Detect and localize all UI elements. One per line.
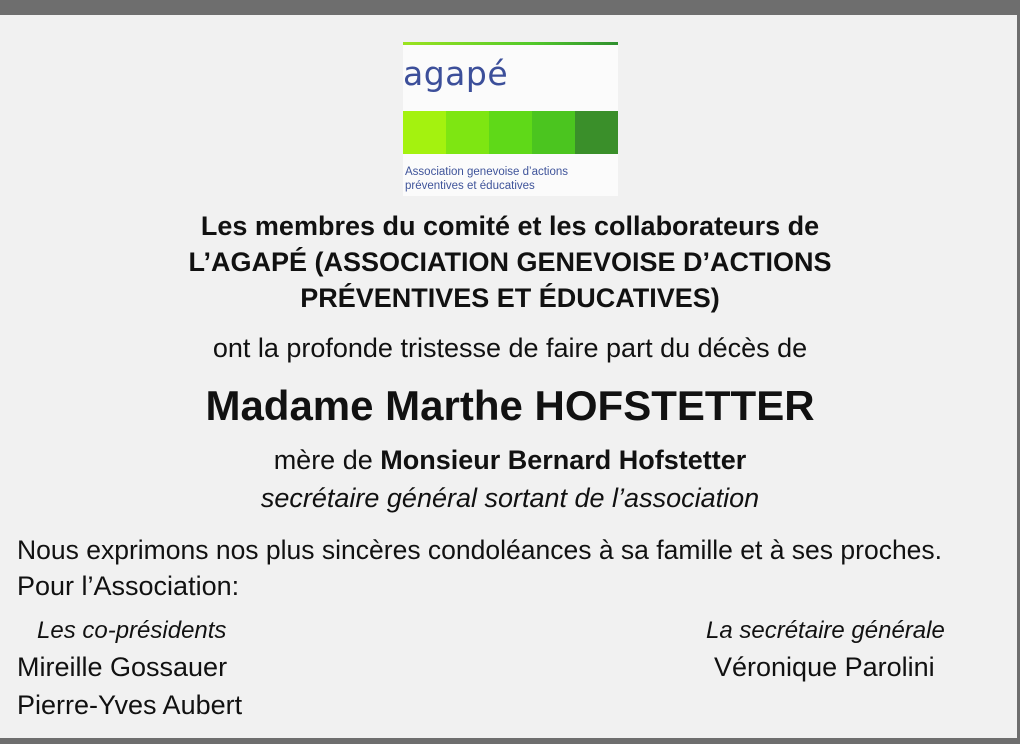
signatory-name: Pierre-Yves Aubert [17, 690, 243, 720]
deceased-name: Madame Marthe HOFSTETTER [205, 382, 815, 429]
relation-line [0, 442, 1020, 478]
logo-bar [575, 111, 618, 154]
on-behalf-text: Pour l’Association: [17, 571, 240, 601]
logo-bar [489, 111, 532, 154]
logo-color-bars [403, 111, 618, 154]
bottom-border [0, 738, 1020, 744]
announcement-text: ont la profonde tristesse de faire part du décès de [212, 333, 808, 363]
logo-tagline [405, 165, 568, 193]
logo-tagline-line: préventives et éducatives [405, 180, 535, 192]
co-presidents-title: Les co-présidents [37, 617, 227, 644]
logo-bar [403, 111, 446, 154]
notice-heading [0, 208, 1020, 316]
logo-tagline-line: Association genevoise d’actions [405, 166, 569, 178]
relation-person: Monsieur Bernard Hofstetter [380, 445, 747, 475]
logo-bar [532, 111, 575, 154]
signatory-name: Mireille Gossauer [17, 652, 228, 682]
heading-line: L’AGAPÉ (ASSOCIATION GENEVOISE D’ACTIONS [188, 247, 832, 277]
heading-line: PRÉVENTIVES ET ÉDUCATIVES) [300, 283, 720, 313]
logo-bar [446, 111, 489, 154]
logo-top-line [403, 42, 618, 45]
relation-prefix: mère de [273, 445, 381, 475]
heading-line: Les membres du comité et les collaborateurs de [200, 211, 820, 241]
condolences-text: Nous exprimons nos plus sincères condoléances à sa famille et à ses proches. [17, 535, 943, 565]
secretary-title: La secrétaire générale [706, 617, 945, 644]
top-border [0, 0, 1020, 15]
signatory-name: Véronique Parolini [714, 652, 935, 682]
relation-role: secrétaire général sortant de l’association [260, 483, 760, 513]
logo-wordmark: agapé [403, 54, 509, 93]
agape-logo [403, 42, 618, 196]
